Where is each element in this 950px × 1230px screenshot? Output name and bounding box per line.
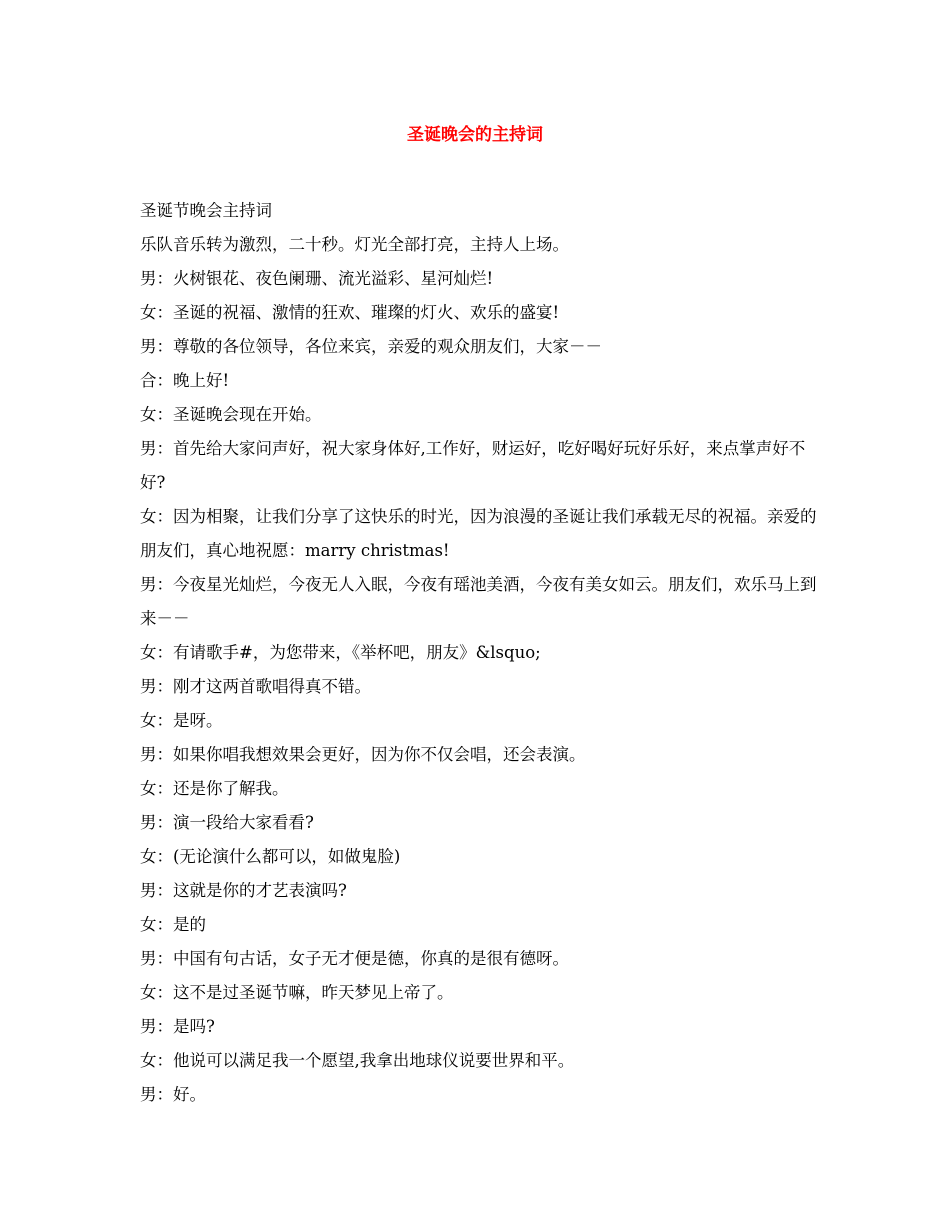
paragraph: 男：演一段给大家看看? bbox=[140, 813, 314, 832]
paragraph: 男：好。 bbox=[140, 1085, 206, 1104]
paragraph: 女：有请歌手#，为您带来，《举杯吧，朋友》&lsquo; bbox=[140, 643, 541, 662]
document-body bbox=[140, 194, 820, 1112]
document-title: 圣诞晚会的主持词 bbox=[407, 125, 543, 145]
paragraph: 女：因为相聚，让我们分享了这快乐的时光，因为浪漫的圣诞让我们承载无尽的祝福。亲爱的朋友们，真心地祝愿：marry christmas! bbox=[140, 507, 817, 560]
paragraph: 女：还是你了解我。 bbox=[140, 779, 289, 798]
paragraph: 男：如果你唱我想效果会更好，因为你不仅会唱，还会表演。 bbox=[140, 745, 586, 764]
paragraph: 男：尊敬的各位领导，各位来宾，亲爱的观众朋友们，大家－－ bbox=[140, 337, 602, 356]
paragraph: 合：晚上好! bbox=[140, 371, 230, 390]
paragraph: 男：火树银花、夜色阑珊、流光溢彩、星河灿烂! bbox=[140, 269, 494, 288]
paragraph: 圣诞节晚会主持词 bbox=[140, 201, 272, 220]
paragraph: 女：他说可以满足我一个愿望,我拿出地球仪说要世界和平。 bbox=[140, 1051, 575, 1070]
paragraph: 女：圣诞的祝福、激情的狂欢、璀璨的灯火、欢乐的盛宴! bbox=[140, 303, 560, 322]
paragraph: 男：刚才这两首歌唱得真不错。 bbox=[140, 677, 371, 696]
paragraph: 乐队音乐转为激烈，二十秒。灯光全部打亮，主持人上场。 bbox=[140, 235, 569, 254]
paragraph: 男：是吗? bbox=[140, 1017, 215, 1036]
paragraph: 女：是的 bbox=[140, 915, 206, 934]
paragraph: 男：首先给大家问声好，祝大家身体好,工作好，财运好，吃好喝好玩好乐好，来点掌声好不好? bbox=[140, 439, 806, 492]
paragraph: 女：是呀。 bbox=[140, 711, 223, 730]
paragraph: 男：这就是你的才艺表演吗? bbox=[140, 881, 347, 900]
paragraph: 男：中国有句古话，女子无才便是德，你真的是很有德呀。 bbox=[140, 949, 569, 968]
paragraph: 女：圣诞晚会现在开始。 bbox=[140, 405, 322, 424]
paragraph: 男：今夜星光灿烂，今夜无人入眠，今夜有瑶池美酒，今夜有美女如云。朋友们，欢乐马上到来－－ bbox=[140, 575, 817, 628]
paragraph: 女：(无论演什么都可以，如做鬼脸) bbox=[140, 847, 401, 866]
paragraph: 女：这不是过圣诞节嘛，昨天梦见上帝了。 bbox=[140, 983, 454, 1002]
